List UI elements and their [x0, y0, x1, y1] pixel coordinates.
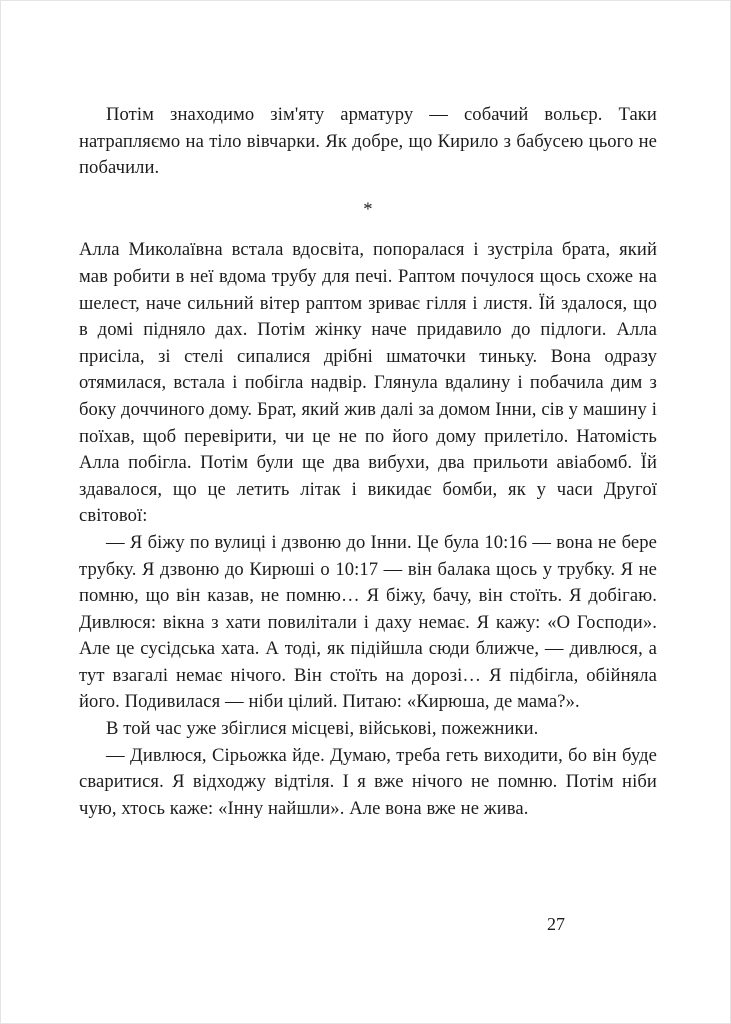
paragraph: Потім знаходимо зім'яту арматуру — собачий вольєр. Таки натрапляємо на тіло вівчарки. Як добре, що Кирило з бабусею цього не побачили. — [79, 104, 657, 179]
page-number: 27 — [547, 914, 565, 934]
paragraph: — Я біжу по вулиці і дзвоню до Інни. Це була 10:16 — вона не бере трубку. Я дзвоню до Кирюші о 10:17 — він балака щось у трубку. Я не помню, що він казав, не помню… Я біжу, бачу, він стоїть. Я добігаю. Дивлюся: вікна з хати повилітали і даху немає. Я кажу: «О Господи». Але це сусідська хата. А тоді, як підійшла сюди ближче, — дивлюся, а тут взагалі немає нічого. Він стоїть на дорозі… Я підбігла, обійняла його. Подивилася — ніби цілий. Питаю: «Кирюша, де мама?». — [79, 531, 657, 713]
paragraph: В той час уже збіглися місцеві, військові, пожежники. — [106, 718, 539, 740]
text-block — [79, 102, 657, 822]
section-separator: * — [363, 198, 373, 220]
paragraph: Алла Миколаївна встала вдосвіта, попоралася і зустріла брата, який мав робити в неї вдома трубу для печі. Раптом почулося щось схоже на шелест, наче сильний вітер раптом зриває гілля і листя. Їй здалося, що в домі підняло дах. Потім жінку наче придавило до підлоги. Алла присіла, зі стелі сипалися дрібні шматочки тиньку. Вона одразу отямилася, встала і побігла надвір. Глянула вдалину і побачила дим з боку доччиного дому. Брат, який жив далі за домом Інни, сів у машину і поїхав, щоб перевірити, чи це не по його дому прилетіло. Натомість Алла побігла. Потім були ще два вибухи, два прильоти авіабомб. Їй здавалося, що це летить літак і викидає бомби, як у часи Другої світової: — [79, 239, 657, 527]
paragraph: — Дивлюся, Сірьожка йде. Думаю, треба геть виходити, бо він буде сваритися. Я відходжу відтіля. І я вже нічого не помню. Потім ніби чую, хтось каже: «Інну найшли». Але вона вже не жива. — [79, 744, 657, 819]
